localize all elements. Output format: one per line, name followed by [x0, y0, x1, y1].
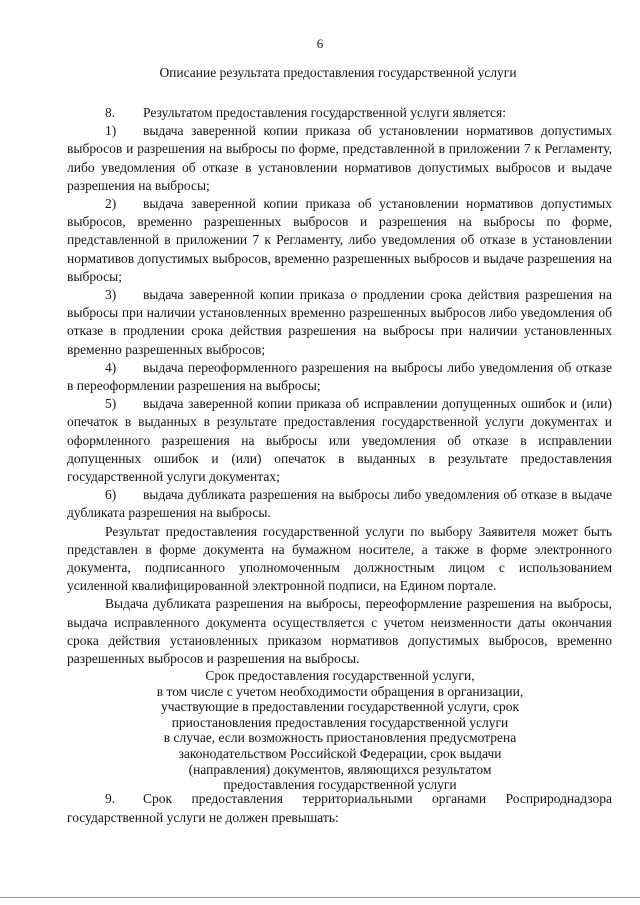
list-item-number: 5)	[105, 396, 117, 412]
list-item-number: 1)	[105, 123, 117, 139]
heading-line: в случае, если возможность приостановления предусмотрена	[163, 730, 517, 746]
heading-line: предоставления государственной услуги	[223, 777, 457, 793]
list-item-4: 4) выдача переоформленного разрешения на выбросы либо уведомления об отказе в переоформлении разрешения на выбросы;	[67, 359, 612, 394]
heading-line: (направления) документов, являющихся результатом	[188, 761, 492, 777]
scan-edge-line	[0, 897, 640, 898]
list-item-5: 5) выдача заверенной копии приказа об исправлении допущенных ошибок и (или) опечаток в выданных в результате предоставления государственной услуги документах и оформленного разрешения на выбросы или уведомления об отказе в исправлении допущенных ошибок и (или) опечаток в выданных в результате предоставления государственной услуги документах;	[67, 396, 612, 485]
heading-line: участвующие в предоставлении государственной услуги, срок	[160, 699, 520, 715]
paragraph-result-form: Результат предоставления государственной услуги по выбору Заявителя может быть представлен в форме документа на бумажном носителе, а также в форме электронного документа, подписанного уполномоченным должностным лицом с использованием усиленной квалифицированной электронной подписи, на Едином портале.	[67, 523, 612, 594]
list-item-number: 3)	[105, 287, 117, 303]
heading-line: в том числе с учетом необходимости обращения в организации,	[156, 683, 524, 699]
heading-line: законодательством Российской Федерации, срок выдачи	[178, 745, 502, 761]
list-item-number: 2)	[105, 196, 117, 212]
section-9	[67, 790, 612, 827]
paragraph-duplicate: Выдача дубликата разрешения на выбросы, переоформление разрешения на выбросы, выдача исправленного документа осуществляется с учетом неизменности даты окончания срока действия установленных приказом нормативов допустимых выбросов, временно разрешенных выбросов и разрешения на выбросы.	[67, 596, 612, 667]
paragraph-9: 9. Срок предоставления территориальными органами Росприроднадзора государственной услуги не должен превышать:	[67, 791, 612, 825]
list-item-number: 4)	[105, 359, 117, 375]
heading-line: Срок предоставления государственной услуги,	[205, 668, 475, 683]
section-8	[67, 104, 612, 668]
subsection-heading	[60, 668, 620, 793]
paragraph-8-lead: 8. Результатом предоставления государственной услуги является:	[67, 104, 612, 122]
list-item-3: 3) выдача заверенной копии приказа о продлении срока действия разрешения на выбросы при наличии установленных временно разрешенных выбросов либо уведомления об отказе в продлении срока действия разрешения на выбросы при наличии установленных временно разрешенных выбросов;	[67, 287, 612, 357]
list-item-1: 1) выдача заверенной копии приказа об установлении нормативов допустимых выбросов и разрешения на выбросы по форме, представленной в приложении 7 к Регламенту, либо уведомления об отказе в установлении нормативов допустимых выбросов и выдаче разрешения на выбросы;	[67, 123, 612, 193]
page-number: 6	[316, 36, 324, 51]
list-item-6: 6) выдача дубликата разрешения на выбросы либо уведомления об отказе в выдаче дубликата разрешения на выбросы.	[67, 487, 612, 521]
heading-line: приостановления предоставления государственной услуги	[171, 714, 509, 730]
section-title: Описание результата предоставления государственной услуги	[159, 65, 517, 80]
list-item-2: 2) выдача заверенной копии приказа об установлении нормативов допустимых выбросов, временно разрешенных выбросов и разрешения на выбросы по форме, представленной в приложении 7 к Регламенту, либо уведомления об отказе в установлении нормативов допустимых выбросов, временно разрешенных выбросов и выдаче разрешения на выбросы;	[67, 196, 612, 284]
paragraph-number: 9.	[105, 791, 116, 806]
list-item-number: 6)	[105, 487, 117, 503]
paragraph-number: 8.	[105, 105, 116, 120]
